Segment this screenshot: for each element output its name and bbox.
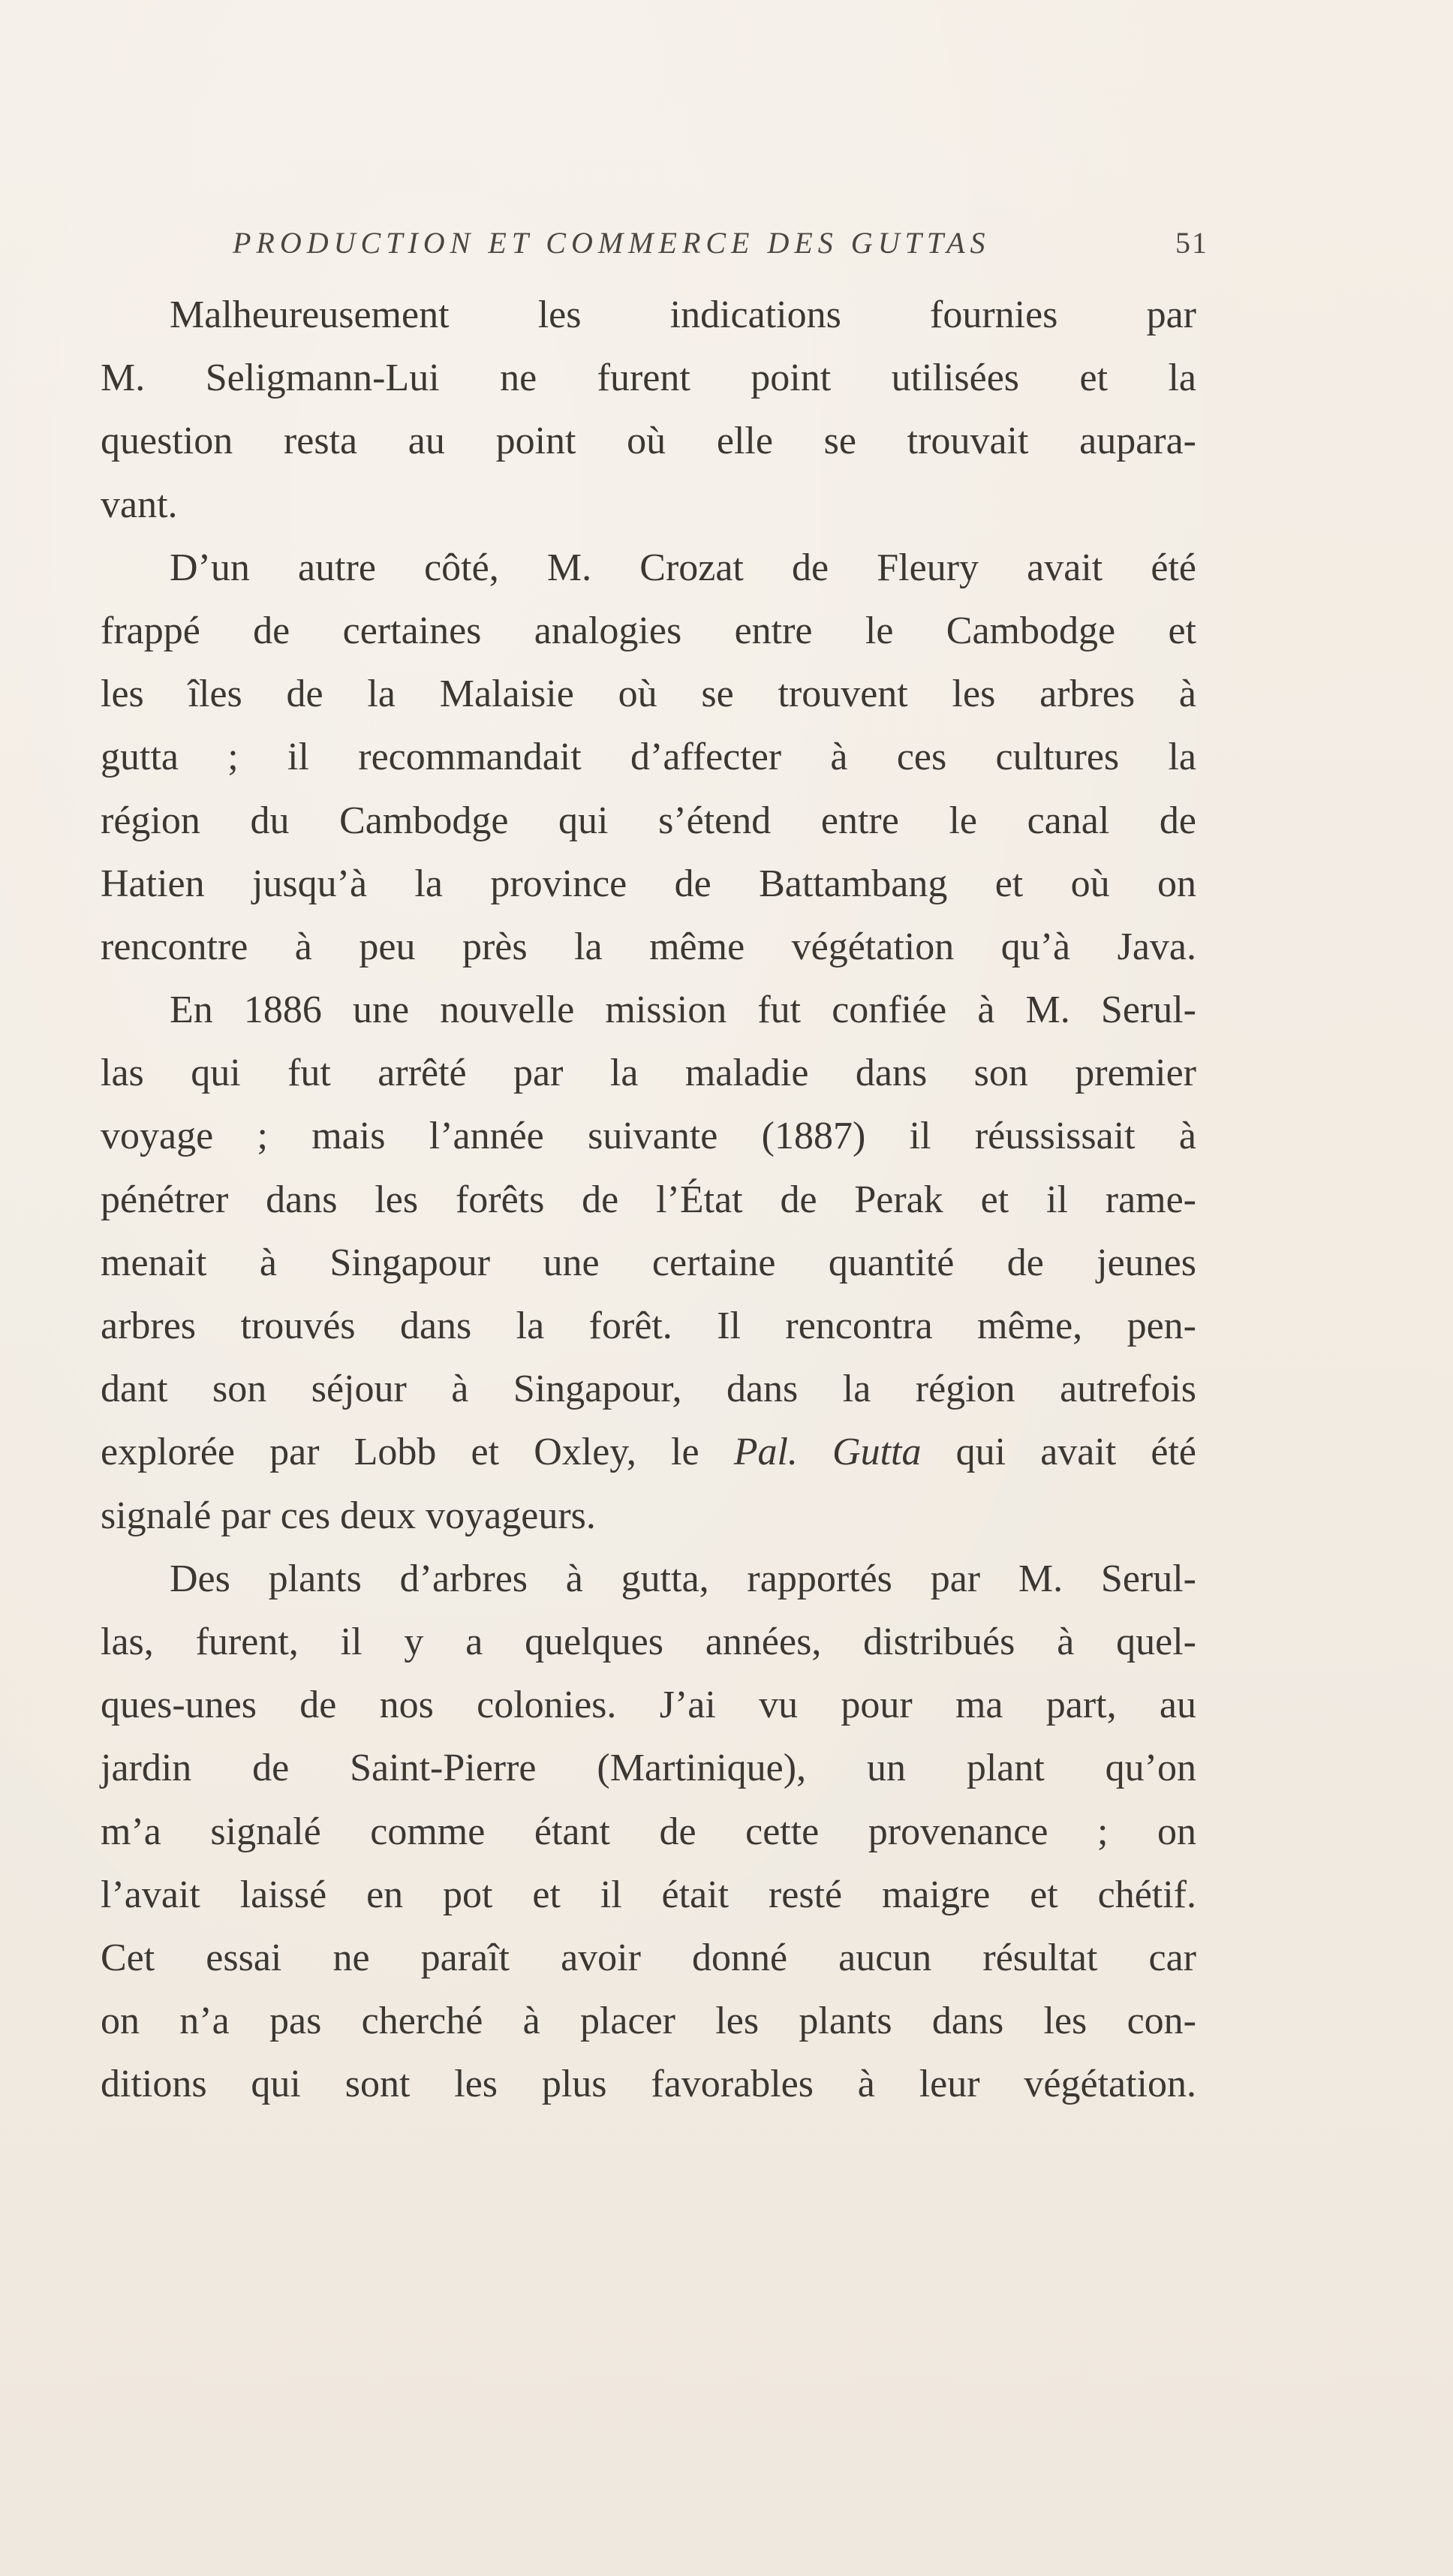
text-line: ditions qui sont les plus favorables à leur végétation. [101,2063,1196,2106]
text-line: D’un autre côté, M. Crozat de Fleury avait été [170,546,1196,589]
text-line: M. Seligmann-Lui ne furent point utilisées et la [101,357,1196,400]
text-line: Malheureusement les indications fournies par [170,293,1196,336]
text-line: arbres trouvés dans la forêt. Il rencontra même, pen- [101,1305,1196,1347]
text-line: question resta au point où elle se trouvait aupara- [101,420,1196,463]
text-line: menait à Singapour une certaine quantité de jeunes [101,1241,1196,1284]
text-line: vant. [101,483,178,526]
text-line: las, furent, il y a quelques années, distribués à quel- [101,1620,1196,1663]
text-line-with-italic [101,1421,1196,1484]
text-line: l’avait laissé en pot et il était resté maigre et chétif. [101,1873,1196,1916]
text-line: on n’a pas cherché à placer les plants dans les con- [101,2000,1196,2043]
text-line: région du Cambodge qui s’étend entre le canal de [101,799,1196,842]
text-line: signalé par ces deux voyageurs. [101,1494,596,1537]
text-line: las qui fut arrêté par la maladie dans son premier [101,1052,1196,1095]
page-number: 51 [1175,226,1208,260]
text-line: frappé de certaines analogies entre le Cambodge et [101,609,1196,652]
text-line: gutta ; il recommandait d’affecter à ces cultures la [101,736,1196,779]
text-line: ques-unes de nos colonies. J’ai vu pour ma part, au [101,1684,1196,1727]
text-line: Des plants d’arbres à gutta, rapportés par M. Serul- [170,1557,1196,1600]
text-run: explorée par Lobb et Oxley, le [101,1431,734,1474]
text-line: voyage ; mais l’année suivante (1887) il réussissait à [101,1115,1196,1158]
text-line: rencontre à peu près la même végétation qu’à Java. [101,925,1196,968]
species-name-italic: Pal. Gutta [733,1431,922,1474]
text-line: les îles de la Malaisie où se trouvent les arbres à [101,673,1196,716]
running-title: PRODUCTION ET COMMERCE DES GUTTAS [233,226,991,260]
text-line: pénétrer dans les forêts de l’État de Perak et il rame- [101,1178,1196,1221]
text-run: qui avait été [921,1431,1196,1474]
text-line: dant son séjour à Singapour, dans la région autrefois [101,1368,1196,1411]
text-line: En 1886 une nouvelle mission fut confiée à M. Serul- [170,989,1196,1032]
text-line: Cet essai ne paraît avoir donné aucun résultat car [101,1936,1196,1979]
running-head [233,225,1208,270]
text-line: m’a signalé comme étant de cette provenance ; on [101,1810,1196,1853]
text-line: jardin de Saint-Pierre (Martinique), un plant qu’on [101,1747,1196,1790]
text-line: Hatien jusqu’à la province de Battambang et où on [101,862,1196,905]
body-text [101,284,1196,2116]
